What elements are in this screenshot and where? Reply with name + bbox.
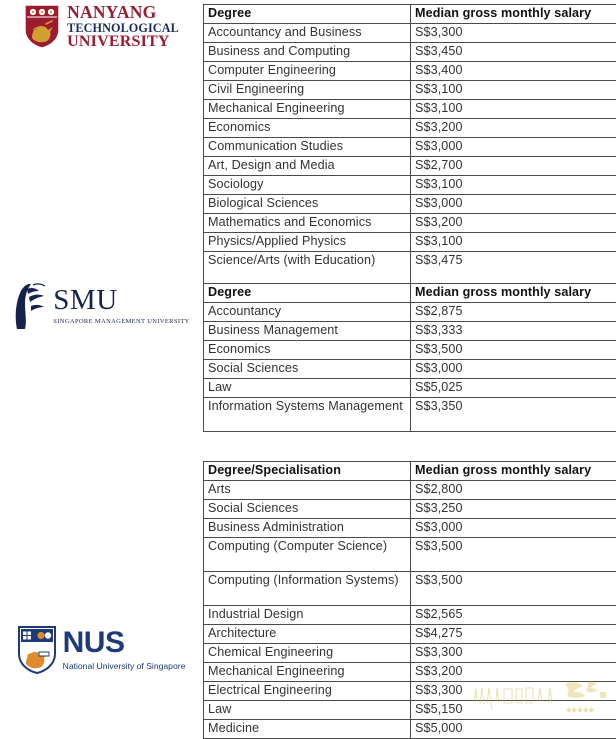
cell-salary: S$3,300 (411, 644, 616, 663)
cell-degree: Communication Studies (204, 138, 411, 157)
cell-degree: Medicine (204, 720, 411, 739)
cell-degree: Arts (204, 481, 411, 500)
cell-salary: S$3,475 (411, 252, 616, 286)
table-row (204, 81, 616, 100)
ntu-logo-cell (0, 4, 203, 50)
smu-logo-cell (0, 283, 203, 329)
cell-degree: Industrial Design (204, 606, 411, 625)
cell-salary: S$3,333 (411, 322, 616, 341)
cell-salary: S$2,565 (411, 606, 616, 625)
smu-flame-icon (13, 283, 47, 329)
salary-table-nus (203, 461, 616, 739)
cell-salary: S$2,800 (411, 481, 616, 500)
nus-wordmark (63, 628, 186, 673)
cell-degree: Physics/Applied Physics (204, 233, 411, 252)
nus-logo-cell (0, 626, 203, 674)
ntu-logo (24, 4, 179, 50)
table-row (204, 682, 616, 701)
cell-salary: S$4,275 (411, 625, 616, 644)
cell-degree: Mechanical Engineering (204, 100, 411, 119)
table-row (204, 157, 616, 176)
smu-wordmark (53, 286, 189, 326)
cell-salary: S$3,100 (411, 233, 616, 252)
table-row (204, 500, 616, 519)
nus-crest-icon (18, 626, 56, 674)
column-header-degree: Degree (204, 284, 411, 303)
table-row (204, 138, 616, 157)
table-row (204, 100, 616, 119)
cell-salary: S$2,875 (411, 303, 616, 322)
cell-salary: S$3,100 (411, 81, 616, 100)
table-row (204, 519, 616, 538)
column-header-salary: Median gross monthly salary (411, 5, 616, 24)
table-row (204, 720, 616, 739)
cell-salary: S$3,200 (411, 119, 616, 138)
salary-table-ntu (203, 4, 616, 286)
cell-salary: S$3,250 (411, 500, 616, 519)
table-row (204, 233, 616, 252)
cell-salary: S$3,400 (411, 62, 616, 81)
table-row (204, 701, 616, 720)
table-row (204, 663, 616, 682)
cell-salary: S$2,700 (411, 157, 616, 176)
column-header-salary: Median gross monthly salary (411, 462, 616, 481)
table-row (204, 214, 616, 233)
cell-salary: S$3,100 (411, 100, 616, 119)
cell-salary: S$5,000 (411, 720, 616, 739)
cell-degree: Computer Engineering (204, 62, 411, 81)
ntu-table-body (204, 24, 616, 286)
smu-wordmark-line1: SMU (53, 286, 189, 315)
table-row (204, 322, 616, 341)
university-block-ntu (0, 4, 616, 286)
ntu-table-wrap (203, 4, 616, 286)
cell-salary: S$3,500 (411, 538, 616, 572)
table-row (204, 119, 616, 138)
cell-degree: Computing (Information Systems) (204, 572, 411, 606)
cell-salary: S$3,000 (411, 519, 616, 538)
cell-degree: Mechanical Engineering (204, 663, 411, 682)
cell-degree: Law (204, 379, 411, 398)
table-row (204, 625, 616, 644)
cell-degree: Economics (204, 119, 411, 138)
column-header-degree: Degree/Specialisation (204, 462, 411, 481)
nus-logo (18, 626, 186, 674)
cell-degree: Art, Design and Media (204, 157, 411, 176)
nus-wordmark-line2: National University of Singapore (63, 661, 186, 673)
ntu-wordmark-line2: TECHNOLOGICAL (67, 22, 179, 34)
table-row (204, 538, 616, 572)
table-row (204, 176, 616, 195)
table-row (204, 341, 616, 360)
cell-degree: Business and Computing (204, 43, 411, 62)
nus-table-wrap (203, 461, 616, 739)
cell-degree: Architecture (204, 625, 411, 644)
cell-salary: S$3,500 (411, 572, 616, 606)
cell-degree: Science/Arts (with Education) (204, 252, 411, 286)
column-header-salary: Median gross monthly salary (411, 284, 616, 303)
ntu-wordmark (67, 4, 179, 50)
table-row (204, 24, 616, 43)
table-row (204, 398, 616, 432)
table-row (204, 606, 616, 625)
smu-table-body (204, 303, 616, 432)
cell-salary: S$3,000 (411, 360, 616, 379)
ntu-wordmark-line3: UNIVERSITY (67, 34, 179, 50)
watermark-caption: ◆◆◆◆◆ (566, 707, 595, 714)
table-row (204, 62, 616, 81)
table-row (204, 195, 616, 214)
cell-degree: Law (204, 701, 411, 720)
table-row (204, 360, 616, 379)
cell-salary: S$5,150 (411, 701, 616, 720)
cell-degree: Accountancy and Business (204, 24, 411, 43)
table-row (204, 43, 616, 62)
smu-table-wrap (203, 283, 616, 432)
university-block-nus (0, 461, 616, 739)
table-row (204, 644, 616, 663)
nus-table-body (204, 481, 616, 739)
cell-degree: Accountancy (204, 303, 411, 322)
cell-degree: Chemical Engineering (204, 644, 411, 663)
cell-degree: Business Management (204, 322, 411, 341)
ntu-wordmark-line1: NANYANG (67, 4, 179, 22)
salary-table-smu (203, 283, 616, 432)
cell-degree: Business Administration (204, 519, 411, 538)
cell-degree: Information Systems Management (204, 398, 411, 432)
smu-wordmark-line2: SINGAPORE MANAGEMENT UNIVERSITY (53, 318, 189, 326)
table-header-row (204, 5, 616, 24)
university-block-smu (0, 283, 616, 432)
table-row (204, 481, 616, 500)
cell-degree: Biological Sciences (204, 195, 411, 214)
table-header-row (204, 284, 616, 303)
cell-salary: S$3,500 (411, 341, 616, 360)
cell-degree: Electrical Engineering (204, 682, 411, 701)
cell-salary: S$3,300 (411, 24, 616, 43)
cell-degree: Computing (Computer Science) (204, 538, 411, 572)
cell-salary: S$5,025 (411, 379, 616, 398)
cell-salary: S$3,300 (411, 682, 616, 701)
table-row (204, 379, 616, 398)
smu-logo (13, 283, 189, 329)
column-header-degree: Degree (204, 5, 411, 24)
nus-wordmark-line1: NUS (63, 628, 186, 658)
table-row (204, 303, 616, 322)
table-row (204, 252, 616, 286)
cell-salary: S$3,200 (411, 214, 616, 233)
cell-degree: Social Sciences (204, 360, 411, 379)
cell-salary: S$3,450 (411, 43, 616, 62)
cell-degree: Economics (204, 341, 411, 360)
ntu-crest-icon (24, 4, 60, 49)
cell-salary: S$3,200 (411, 663, 616, 682)
cell-degree: Social Sciences (204, 500, 411, 519)
cell-salary: S$3,350 (411, 398, 616, 432)
table-row (204, 572, 616, 606)
cell-salary: S$3,100 (411, 176, 616, 195)
cell-degree: Civil Engineering (204, 81, 411, 100)
cell-degree: Sociology (204, 176, 411, 195)
cell-salary: S$3,000 (411, 138, 616, 157)
table-header-row (204, 462, 616, 481)
cell-salary: S$3,000 (411, 195, 616, 214)
cell-degree: Mathematics and Economics (204, 214, 411, 233)
